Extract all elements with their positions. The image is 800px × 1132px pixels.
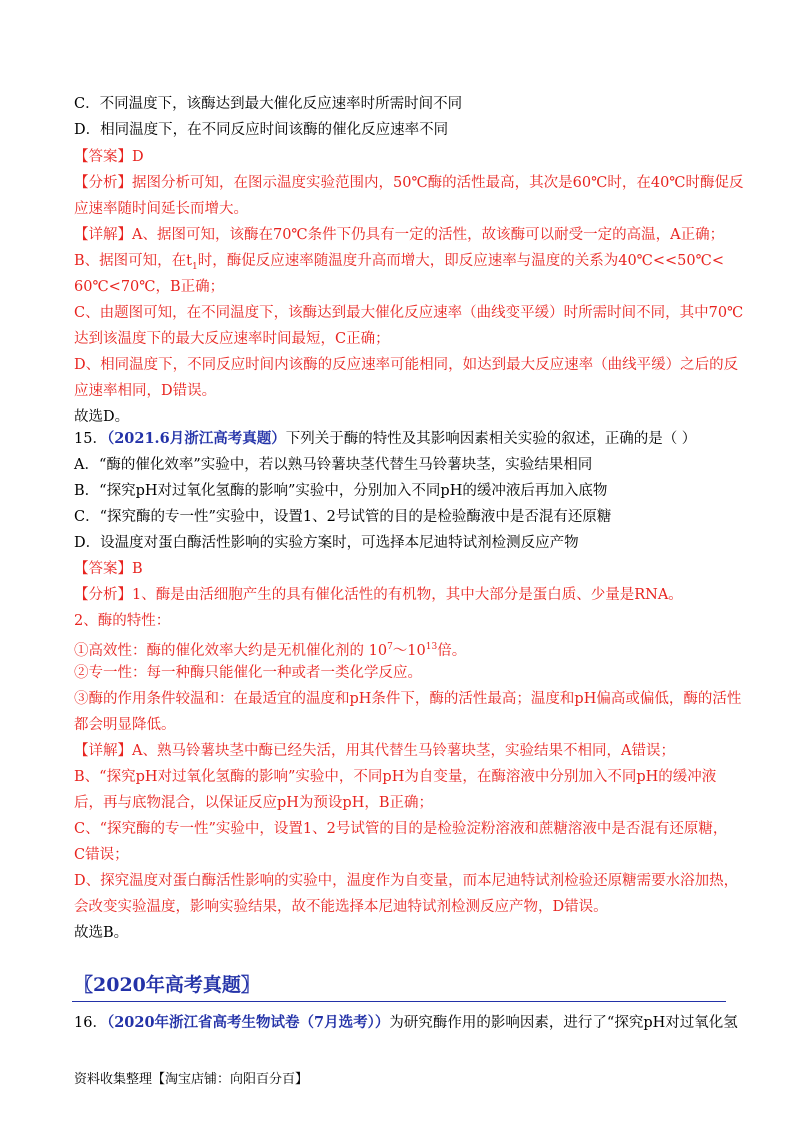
text-segment: 时，酶促反应速率随温度升高而增大，即反应速率与温度的关系为40℃<<50℃< — [197, 253, 725, 269]
conclusion-line: 故选B。 — [74, 925, 129, 941]
superscript: 7 — [387, 642, 393, 652]
option-c-text: C．“探究酶的专一性”实验中，设置1、2号试管的目的是检验酶液中是否混有还原糖 — [74, 509, 612, 525]
page-footer: 资料收集整理【淘宝店铺：向阳百分百】 — [74, 1072, 309, 1087]
answer-line: 【答案】B — [74, 561, 143, 577]
question-number: 15． — [74, 431, 107, 447]
section-divider — [72, 1001, 726, 1002]
option-d-text: D．设温度对蛋白酶活性影响的实验方案时，可选择本尼迪特试剂检测反应产物 — [74, 535, 579, 551]
explanation-line: 【详解】A、据图可知，该酶在70℃条件下仍具有一定的活性，故该酶可以耐受一定的高温，A正确； — [74, 227, 725, 243]
explanation-line: 后，再与底物混合，以保证反应pH为预设pH，B正确； — [74, 795, 434, 811]
explanation-line: C错误； — [74, 847, 129, 863]
text-segment: ①高效性：酶的催化效率大约是无机催化剂的 10 — [74, 642, 388, 659]
question-source: （2021.6月浙江高考真题） — [106, 430, 286, 447]
section-heading: 〖2020年高考真题〗 — [74, 974, 260, 996]
explanation-line: 【详解】A、熟马铃薯块茎中酶已经失活，用其代替生马铃薯块茎，实验结果不相同，A错误； — [74, 743, 675, 759]
explanation-line: C、“探究酶的专一性”实验中，设置1、2号试管的目的是检验淀粉溶液和蔗糖溶液中是否混有还原糖， — [74, 821, 728, 837]
text-segment: 倍。 — [437, 642, 467, 659]
text-segment: B、据图可知，在t — [74, 253, 192, 269]
question-source: （2020年浙江省高考生物试卷（7月选考）） — [106, 1014, 390, 1031]
explanation-line: 60℃<70℃，B正确； — [74, 279, 225, 295]
analysis-line: ③酶的作用条件较温和：在最适宜的温度和pH条件下，酶的活性最高；温度和pH偏高或偏低，酶的活性 — [74, 691, 742, 707]
question-text: 为研究酶作用的影响因素，进行了“探究pH对过氧化氢 — [389, 1015, 738, 1031]
explanation-line: 达到该温度下的最大反应速率时间最短，C正确； — [74, 331, 390, 347]
option-d-text: D．相同温度下，在不同反应时间该酶的催化反应速率不同 — [74, 122, 449, 138]
subscript: 1 — [191, 261, 198, 272]
explanation-line: D、探究温度对蛋白酶活性影响的实验中，温度作为自变量，而本尼迪特试剂检验还原糖需要水浴加热， — [74, 873, 739, 889]
analysis-line: 2、酶的特性： — [74, 613, 171, 629]
explanation-line: B、“探究pH对过氧化氢酶的影响”实验中，不同pH为自变量，在酶溶液中分别加入不同pH的缓冲液 — [74, 769, 717, 785]
explanation-line: C、由题图可知，在不同温度下，该酶达到最大催化反应速率（曲线变平缓）时所需时间不同，其中70℃ — [74, 305, 744, 321]
answer-line: 【答案】D — [74, 149, 144, 165]
superscript: 13 — [425, 642, 438, 652]
analysis-line: 都会明显降低。 — [74, 717, 176, 733]
analysis-line: 应速率随时间延长而增大。 — [74, 201, 248, 217]
text-segment: ～10 — [392, 642, 426, 659]
question-text: 下列关于酶的特性及其影响因素相关实验的叙述，正确的是（ ） — [285, 431, 697, 447]
question-15-stem — [74, 429, 696, 449]
conclusion-line: 故选D。 — [74, 409, 130, 425]
option-c-text: C．不同温度下，该酶达到最大催化反应速率时所需时间不同 — [74, 96, 463, 112]
option-b-text: B．“探究pH对过氧化氢酶的影响”实验中，分别加入不同pH的缓冲液后再加入底物 — [74, 483, 608, 499]
analysis-line: 【分析】据图分析可知，在图示温度实验范围内，50℃酶的活性最高，其次是60℃时，在40℃时酶促反 — [74, 175, 744, 191]
explanation-line: D、相同温度下，不同反应时间内该酶的反应速率可能相同，如达到最大反应速率（曲线平缓）之后的反 — [74, 357, 739, 373]
question-16-stem — [74, 1013, 738, 1033]
explanation-line — [74, 251, 724, 277]
option-a-text: A．“酶的催化效率”实验中，若以熟马铃薯块茎代替生马铃薯块茎，实验结果相同 — [74, 457, 593, 473]
analysis-line — [74, 637, 466, 661]
explanation-line: 应速率相同，D错误。 — [74, 383, 217, 399]
analysis-line: 【分析】1、酶是由活细胞产生的具有催化活性的有机物，其中大部分是蛋白质、少量是RNA。 — [74, 587, 683, 603]
analysis-line: ②专一性：每一种酶只能催化一种或者一类化学反应。 — [74, 665, 422, 681]
question-number: 16． — [74, 1015, 107, 1031]
explanation-line: 会改变实验温度，影响实验结果，故不能选择本尼迪特试剂检测反应产物，D错误。 — [74, 899, 608, 915]
